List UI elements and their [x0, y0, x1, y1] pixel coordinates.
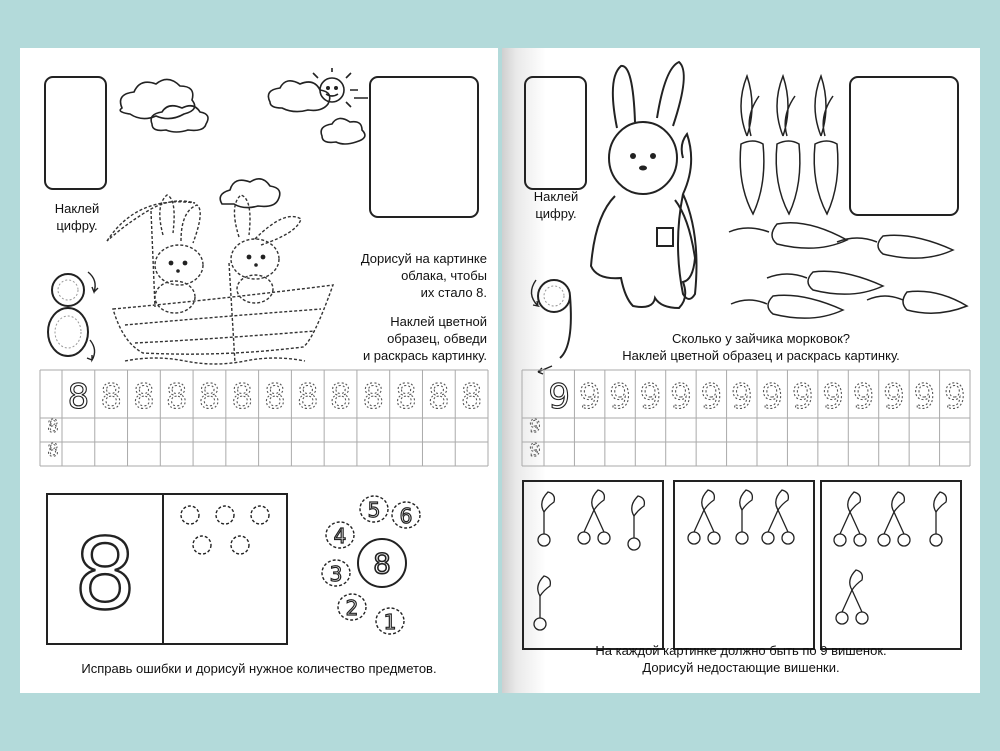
practice-digit: 9	[913, 377, 936, 417]
petal-digit: 1	[383, 610, 397, 634]
cherry-icon	[834, 492, 866, 546]
left-page	[20, 48, 498, 693]
trace-digit-8	[40, 260, 100, 365]
sticker-caption-left: Наклей цифру.	[54, 201, 100, 233]
cherry-icon	[534, 576, 550, 630]
instruction-carrots: Сколько у зайчика морковок? Наклей цветной образец и раскрась картинку.	[622, 331, 900, 363]
practice-digit-column: 9	[529, 440, 541, 461]
practice-digit: 9	[578, 377, 601, 417]
carrots-illustration	[717, 64, 967, 319]
practice-digit: 9	[822, 377, 844, 417]
caption-bottom-right: На каждой картинке должно быть по 9 вишенок. Дорисуй недостающие вишенки.	[595, 643, 887, 675]
practice-digit: 9	[883, 377, 905, 417]
practice-digit: 8	[329, 377, 352, 417]
practice-digit: 8	[428, 377, 450, 417]
practice-digit: 8	[460, 377, 483, 417]
practice-digit: 9	[852, 377, 875, 417]
flower-center-digit: 8	[373, 547, 391, 580]
petal-digit: 4	[333, 524, 347, 548]
petal-digit: 6	[399, 504, 413, 528]
cherry-icon	[688, 490, 720, 544]
instruction-trace: Наклей цветной образец, обведи и раскрась картинку.	[362, 314, 487, 363]
practice-digit: 8	[198, 377, 221, 417]
practice-digit: 8	[100, 377, 122, 417]
practice-digit: 8	[165, 377, 188, 417]
instruction-clouds: Дорисуй на картинке облака, чтобы их стало 8.	[360, 251, 487, 300]
cherry-icon	[628, 496, 644, 550]
sticker-box-left	[44, 76, 107, 190]
practice-digit: 9	[548, 377, 571, 417]
practice-digit: 9	[791, 377, 814, 417]
cherry-icon	[538, 492, 554, 546]
cherry-icon	[836, 570, 868, 624]
practice-digit: 9	[761, 377, 784, 417]
practice-digit-column: 9	[529, 416, 541, 437]
right-page	[502, 48, 980, 693]
bunny-carrot-illustration	[587, 58, 727, 308]
petal-digit: 2	[345, 596, 359, 620]
practice-digit: 8	[133, 377, 155, 417]
number-flower	[310, 493, 420, 643]
practice-digit: 8	[264, 377, 286, 417]
cherry-icon	[578, 490, 610, 544]
digit-8-practice-grid	[40, 368, 498, 468]
cherry-icon	[930, 492, 946, 546]
cherry-icon	[736, 490, 752, 544]
big-digit-8-outline	[46, 493, 164, 645]
digit-9-practice-grid	[522, 368, 980, 468]
practice-digit: 9	[639, 377, 662, 417]
practice-digit: 9	[609, 377, 631, 417]
practice-digit: 8	[296, 377, 319, 417]
practice-digit: 8	[231, 377, 254, 417]
cherry-icon	[762, 490, 794, 544]
sticker-box-left-2	[369, 76, 479, 218]
dashed-circles	[162, 493, 288, 645]
cherry-icon	[878, 492, 910, 546]
cherries-illustration	[522, 480, 962, 650]
caption-bottom-left: Исправь ошибки и дорисуй нужное количество предметов.	[81, 661, 437, 676]
practice-digit: 8	[67, 377, 90, 417]
practice-digit-column: 8	[47, 440, 59, 461]
practice-digit: 9	[730, 377, 753, 417]
practice-digit: 9	[700, 377, 723, 417]
petal-digit: 5	[367, 498, 381, 522]
big-digit-8-glyph: 8	[73, 518, 137, 632]
practice-digit-column: 8	[47, 416, 59, 437]
practice-digit: 9	[943, 377, 966, 417]
sticker-caption-right: Наклей цифру.	[533, 189, 579, 221]
practice-digit: 9	[670, 377, 692, 417]
practice-digit: 8	[362, 377, 385, 417]
petal-digit: 3	[329, 562, 343, 586]
practice-digit: 8	[395, 377, 417, 417]
sticker-box-right	[524, 76, 587, 190]
